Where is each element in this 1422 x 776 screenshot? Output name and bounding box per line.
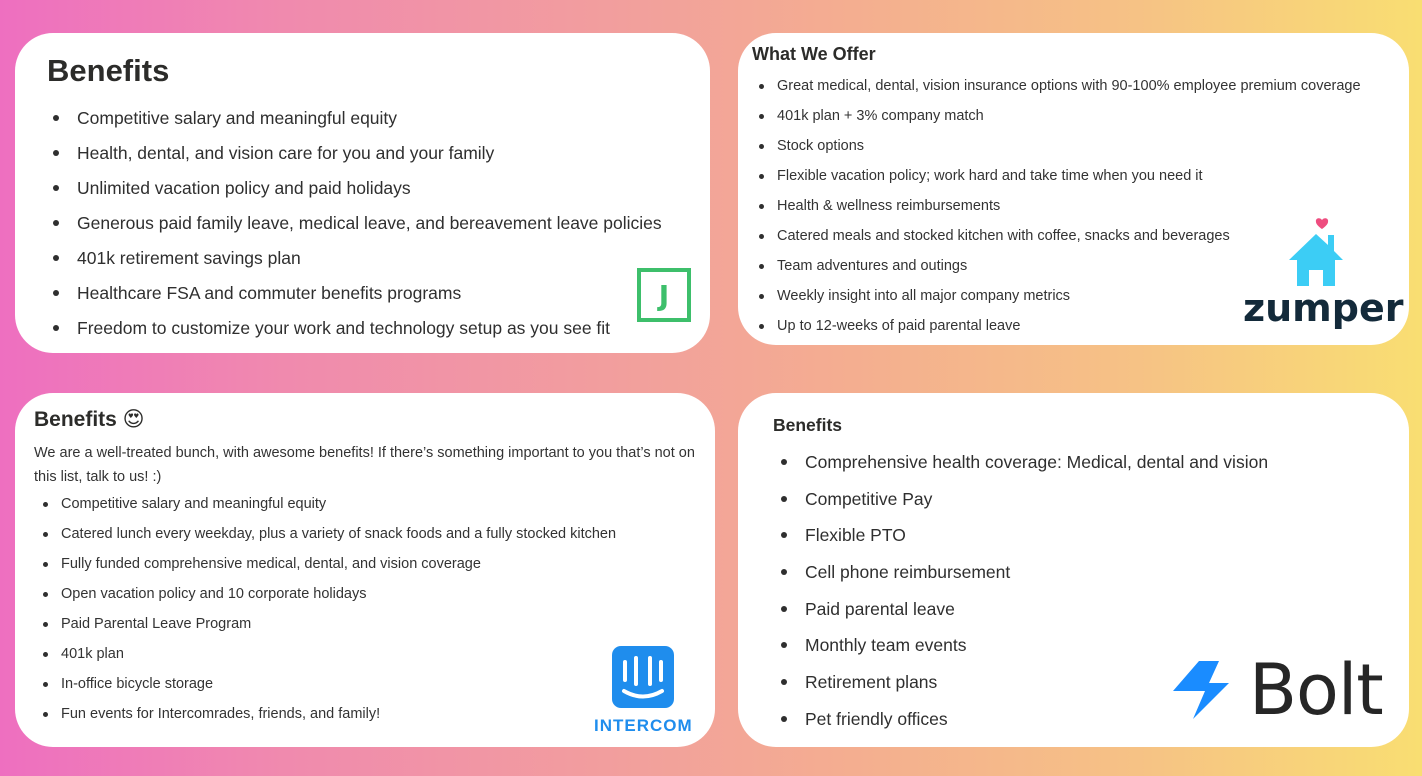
list-item: Stock options — [777, 131, 1361, 161]
card-title: Benefits — [773, 415, 843, 435]
benefits-list — [61, 489, 616, 729]
benefits-card-jeli — [15, 33, 710, 353]
house-heart-icon — [1243, 216, 1393, 288]
list-item: Competitive Pay — [805, 481, 1268, 518]
list-item: Paid parental leave — [805, 591, 1268, 628]
lightning-bolt-icon — [1171, 659, 1233, 721]
list-item: Open vacation policy and 10 corporate holidays — [61, 579, 616, 609]
list-item: Catered meals and stocked kitchen with coffee, snacks and beverages — [777, 221, 1361, 251]
list-item: Competitive salary and meaningful equity — [61, 489, 616, 519]
list-item: Healthcare FSA and commuter benefits programs — [77, 278, 662, 313]
list-item: Retirement plans — [805, 664, 1268, 701]
benefits-card-intercom — [15, 393, 715, 747]
list-item: Fully funded comprehensive medical, dental, and vision coverage — [61, 549, 616, 579]
list-item: Pet friendly offices — [805, 701, 1268, 738]
list-item: Cell phone reimbursement — [805, 554, 1268, 591]
card-title: Benefits 😍 — [34, 408, 145, 431]
jeli-logo-icon — [637, 268, 691, 322]
intercom-chat-icon — [612, 646, 674, 708]
list-item: Health & wellness reimbursements — [777, 191, 1361, 221]
list-item: Catered lunch every weekday, plus a variety of snack foods and a fully stocked kitchen — [61, 519, 616, 549]
intercom-logo — [590, 646, 700, 738]
card-title: What We Offer — [752, 44, 876, 64]
bolt-logo — [1171, 649, 1396, 731]
list-item: 401k plan — [61, 639, 616, 669]
list-item: Fun events for Intercomrades, friends, and family! — [61, 699, 616, 729]
benefits-list — [77, 103, 662, 348]
list-item: 401k retirement savings plan — [77, 243, 662, 278]
list-item: Health, dental, and vision care for you and your family — [77, 138, 662, 173]
list-item: Great medical, dental, vision insurance options with 90-100% employee premium coverage — [777, 71, 1361, 101]
list-item: Freedom to customize your work and technology setup as you see fit — [77, 313, 662, 348]
benefits-card-bolt — [738, 393, 1409, 747]
list-item: Flexible vacation policy; work hard and take time when you need it — [777, 161, 1361, 191]
intercom-wordmark: INTERCOM — [594, 716, 693, 735]
list-item: Unlimited vacation policy and paid holidays — [77, 173, 662, 208]
list-item: Flexible PTO — [805, 517, 1268, 554]
list-item: Team adventures and outings — [777, 251, 1361, 281]
bolt-wordmark: Bolt — [1249, 649, 1383, 731]
list-item: In-office bicycle storage — [61, 669, 616, 699]
list-item: Up to 12-weeks of paid parental leave — [777, 311, 1361, 341]
list-item: Monthly team events — [805, 627, 1268, 664]
card-title: Benefits — [47, 53, 170, 88]
list-item: Weekly insight into all major company metrics — [777, 281, 1361, 311]
list-item: 401k plan + 3% company match — [777, 101, 1361, 131]
zumper-wordmark: zumper — [1243, 286, 1404, 330]
list-item: Generous paid family leave, medical leave, and bereavement leave policies — [77, 208, 662, 243]
list-item: Comprehensive health coverage: Medical, dental and vision — [805, 444, 1268, 481]
benefits-card-zumper — [738, 33, 1409, 345]
intro-text: We are a well-treated bunch, with awesome benefits! If there’s something important to you that’s not on this list, talk to us! :) — [34, 445, 695, 485]
zumper-logo — [1243, 216, 1404, 336]
list-item: Competitive salary and meaningful equity — [77, 103, 662, 138]
logo-letter: J — [658, 278, 670, 312]
list-item: Paid Parental Leave Program — [61, 609, 616, 639]
